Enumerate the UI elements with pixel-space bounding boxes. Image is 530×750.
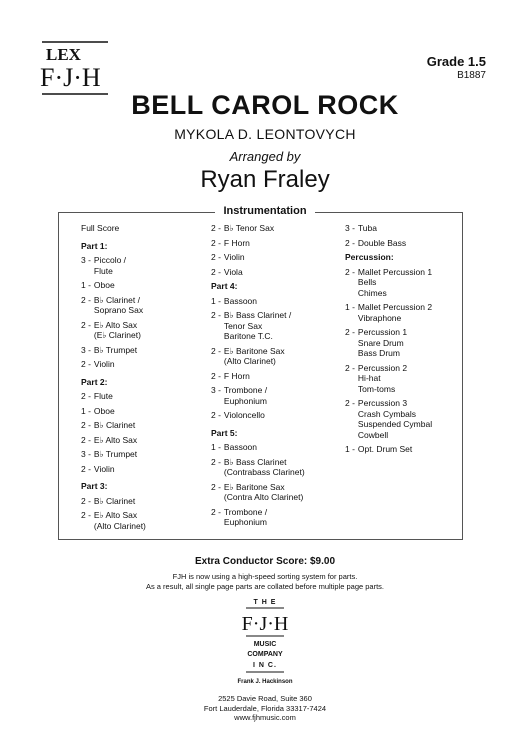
instrument-quantity: 3 - [345,223,355,233]
instrument-name: E♭ Baritone Sax [223,345,285,356]
part2-list [81,391,211,474]
percussion-heading: Percussion: [345,252,394,262]
instrument-name: E♭ Alto Sax [93,319,138,330]
instrument-name: (Contra Alto Clarinet) [223,492,304,502]
instrument-item [345,267,463,299]
instrument-name: Trombone / [223,385,268,395]
instrument-names [91,280,115,291]
instrument-item [211,296,345,307]
instrument-quantity: 2 - [345,398,355,408]
instrument-quantity: 2 - [345,237,355,248]
part3-list [81,496,211,532]
instrument-quantity: 2 - [345,362,355,373]
flex-logo [36,38,114,98]
instrument-quantity: 2 - [81,510,91,520]
instrumentation-heading-text: Instrumentation [215,205,314,217]
instrument-name: B♭ Bass Clarinet [223,456,287,467]
instrument-item [81,496,211,507]
instrument-name: Euphonium [223,517,267,527]
instrument-item [211,482,345,503]
instrument-quantity: 2 - [211,481,221,492]
instrument-names [91,464,115,475]
instrument-name: Mallet Percussion 1 [357,266,433,277]
instrument-name: Oboe [93,405,115,416]
instrument-names [221,457,305,478]
instrument-names [91,449,137,460]
instrument-item [81,510,211,531]
instrument-names [221,410,265,421]
instrument-name: Baritone T.C. [223,331,273,341]
instrument-names [221,223,274,234]
instrument-names [221,267,243,278]
instrument-item [81,359,211,370]
instrument-name: Cowbell [357,429,389,440]
part4-heading: Part 4: [211,281,238,291]
instrument-name: Suspended Cymbal [357,419,433,429]
instrument-name: Violin [223,252,245,262]
instrument-item [345,238,463,249]
instrument-names [91,359,115,370]
instrument-names [355,327,407,359]
website-link[interactable]: www.fjhmusic.com [234,713,296,722]
instrument-names [355,444,412,455]
instrument-item [211,310,345,342]
part5-list [211,442,345,528]
instrument-quantity: 2 - [81,463,91,474]
instrument-quantity: 2 - [81,434,91,445]
publisher-logo [236,596,294,678]
instrument-names [91,510,146,531]
logo-line-the: T H E [253,599,277,606]
logo-text-bottom: F·J·H [40,63,101,92]
address-line: Fort Lauderdale, Florida 33317-7424 [203,703,327,713]
instrument-name: Flute [93,265,113,276]
instrument-names [221,442,257,453]
instrument-name: (E♭ Clarinet) [93,330,141,340]
instrument-name: B♭ Trumpet [93,344,138,355]
instrument-names [91,320,141,341]
extra-score-price: Extra Conductor Score: $9.00 [194,556,336,567]
instrument-name: Mallet Percussion 2 [357,302,433,312]
instrument-name: (Alto Clarinet) [223,356,276,366]
instrument-name: E♭ Baritone Sax [223,481,285,492]
instrument-quantity: 2 - [81,359,91,369]
instrument-names [91,255,126,276]
instrument-item [81,435,211,446]
instrument-name: E♭ Alto Sax [93,510,138,520]
instrument-quantity: 2 - [81,495,91,506]
instrument-names [355,238,406,249]
instrument-item [345,302,463,323]
part5-heading: Part 5: [211,427,238,438]
instrument-name: Bassoon [223,442,258,452]
instrument-item [345,363,463,395]
instrument-name: (Alto Clarinet) [93,520,146,531]
instrument-quantity: 1 - [211,295,221,306]
instrument-item [211,252,345,263]
instrument-quantity: 3 - [81,344,91,355]
instrument-names [355,223,377,234]
full-score-item: Full Score [81,223,120,233]
logo-line-inc: I N C. [253,662,277,669]
instrument-name: Violoncello [223,410,265,420]
instrument-name: Percussion 1 [357,327,408,337]
instrument-name: Oboe [93,280,115,290]
instrument-name: Bells [357,277,377,287]
instrument-name: Euphonium [223,395,267,406]
instrument-item [211,385,345,406]
instrument-quantity: 1 - [81,405,91,416]
instrument-quantity: 1 - [211,442,221,452]
instrument-quantity: 2 - [211,506,221,517]
logo-line-fjh: F·J·H [241,613,289,635]
instrument-names [221,371,250,382]
instrumentation-column-2 [211,223,345,532]
instrument-name: B♭ Trumpet [93,449,138,459]
instrument-name: Opt. Drum Set [357,444,413,454]
part2-heading: Part 2: [81,376,108,387]
part4-list [211,296,345,421]
instrumentation-column-3 [345,223,463,459]
instrument-item [81,391,211,402]
sorting-note [0,572,530,592]
instrument-quantity: 2 - [81,319,91,330]
instrument-names [221,296,257,307]
instrument-name: Violin [93,463,115,474]
arranger-name: Ryan Fraley [200,166,330,193]
instrument-name: F Horn [223,237,250,248]
instrument-names [91,391,113,402]
instrument-item [345,223,463,234]
flex-logo-graphic [36,38,114,98]
catalog-number: B1887 [457,70,486,81]
instrumentation-column-1 [81,223,211,535]
note-line: FJH is now using a high-speed sorting system for parts. [172,572,358,581]
instrument-name: Bass Drum [357,348,400,358]
instrument-quantity: 2 - [81,294,91,305]
instrument-quantity: 2 - [211,266,221,277]
instrument-item [81,295,211,316]
instrument-name: Crash Cymbals [357,408,417,419]
instrument-item [345,444,463,455]
instrument-quantity: 2 - [211,252,221,262]
instrument-names [355,267,432,299]
publisher-name: Frank J. Hackinson [237,679,293,685]
instrument-name: B♭ Clarinet [93,495,136,506]
instrument-item [81,320,211,341]
bass-parts-list [345,223,463,248]
instrument-name: Vibraphone [357,312,402,323]
instrument-name: B♭ Clarinet / [93,294,140,305]
instrument-item [81,464,211,475]
instrument-quantity: 2 - [81,391,91,401]
logo-line-company: COMPANY [247,651,283,658]
instrument-item [81,280,211,291]
instrument-name: Tuba [357,223,377,233]
instrument-name: Snare Drum [357,337,404,348]
arranged-by-label: Arranged by [229,149,301,164]
publisher-logo-graphic [236,596,294,678]
instrument-name: Tenor Sax [223,320,263,331]
instrument-item [345,327,463,359]
instrument-name: B♭ Tenor Sax [223,223,275,233]
instrument-item [211,346,345,367]
instrument-name: E♭ Alto Sax [93,434,138,445]
part1-list [81,255,211,370]
instrument-quantity: 2 - [211,310,221,320]
instrument-item [211,507,345,528]
instrument-name: Bassoon [223,295,258,306]
instrument-names [221,346,285,367]
instrument-names [355,363,407,395]
instrument-quantity: 2 - [345,266,355,277]
instrument-name: B♭ Bass Clarinet / [223,310,292,320]
percussion-list [345,267,463,455]
instrument-names [221,310,291,342]
instrument-item [211,371,345,382]
instrument-quantity: 2 - [211,370,221,381]
instrument-names [91,420,135,431]
logo-line-music: MUSIC [253,641,277,648]
part3-heading: Part 3: [81,481,108,491]
instrument-quantity: 3 - [81,449,91,459]
address-line: 2525 Davie Road, Suite 360 [218,694,312,703]
instrument-quantity: 3 - [211,385,221,395]
instrument-names [91,406,115,417]
part1-heading: Part 1: [81,240,108,251]
instrument-item [211,410,345,421]
instrument-item [81,420,211,431]
note-line: As a result, all single page parts are collated before multiple page parts. [145,582,385,591]
instrument-quantity: 1 - [345,444,355,454]
instrument-item [345,398,463,440]
instrument-quantity: 2 - [211,237,221,248]
instrument-name: Double Bass [357,237,407,248]
instrument-names [221,252,245,263]
piece-title: BELL CAROL ROCK [131,90,399,120]
part3-continued-list [211,223,345,277]
instrument-name: B♭ Clarinet [93,420,136,430]
instrument-quantity: 2 - [211,410,221,420]
instrument-item [81,255,211,276]
instrument-name: Violin [93,359,115,369]
instrument-name: (Contrabass Clarinet) [223,467,305,477]
instrument-item [211,223,345,234]
publisher-address [0,694,530,723]
logo-text-top: LEX [46,45,81,64]
instrument-item [211,238,345,249]
instrument-names [91,345,137,356]
instrument-names [221,238,250,249]
instrument-quantity: 2 - [81,420,91,430]
instrument-quantity: 3 - [81,255,91,265]
instrument-item [81,345,211,356]
instrument-name: Trombone / [223,506,268,517]
instrument-item [211,457,345,478]
instrument-name: Chimes [357,287,387,298]
instrumentation-heading [0,205,530,217]
instrument-names [221,482,303,503]
instrument-names [91,435,137,446]
instrument-name: Hi-hat [357,373,381,383]
instrument-quantity: 2 - [211,345,221,356]
instrument-quantity: 2 - [211,456,221,467]
instrument-names [221,507,267,528]
instrument-quantity: 1 - [345,302,355,312]
instrument-quantity: 1 - [81,280,91,290]
instrument-name: Percussion 3 [357,398,408,408]
instrument-name: Percussion 2 [357,362,408,373]
instrument-name: Piccolo / [93,255,127,265]
instrument-item [81,449,211,460]
instrument-names [91,496,135,507]
composer-name: MYKOLA D. LEONTOVYCH [174,126,356,142]
instrument-item [81,406,211,417]
instrument-names [355,398,432,440]
instrument-quantity: 2 - [345,327,355,337]
instrument-quantity: 2 - [211,223,221,233]
instrument-names [91,295,143,316]
instrumentation-box [58,212,463,540]
instrument-name: Soprano Sax [93,305,144,315]
instrument-name: F Horn [223,370,250,381]
instrument-item [211,267,345,278]
instrument-item [211,442,345,453]
instrument-names [355,302,432,323]
instrument-name: Flute [93,391,113,401]
grade-label: Grade 1.5 [426,54,486,69]
instrument-name: Tom-toms [357,383,396,394]
instrument-names [221,385,267,406]
instrument-name: Viola [223,266,243,277]
